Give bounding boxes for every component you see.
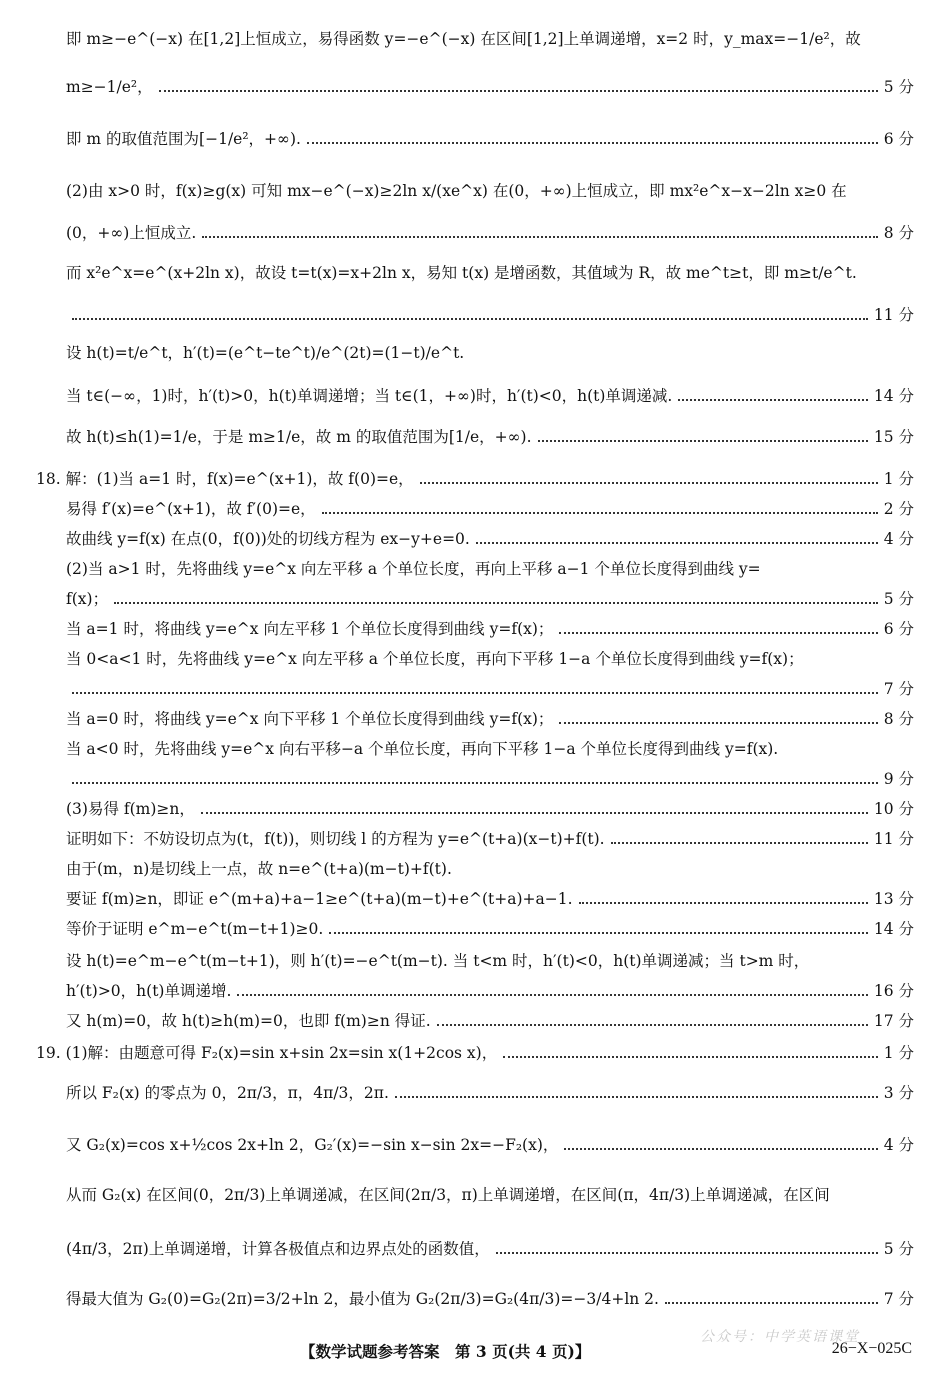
answer-line [66,385,914,407]
score-label: 5 分 [883,590,914,608]
line-text: 等价于证明 e^m−e^t(m−t+1)≥0. [66,920,324,938]
dot-leader [72,782,878,784]
answer-line [66,558,914,580]
dot-leader [503,1056,877,1058]
footer-title: 【数学试题参考答案 第 3 页(共 4 页)】 [300,1342,591,1361]
answer-line [36,1042,914,1064]
line-text: h′(t)>0，h(t)单调递增. [66,982,232,1000]
score-label: 6 分 [883,620,914,638]
line-text: 易得 f′(x)=e^(x+1)，故 f′(0)=e， [66,500,316,518]
dot-leader [72,318,868,320]
score-label: 4 分 [883,1136,914,1154]
score-label: 8 分 [883,710,914,728]
dot-leader [307,142,878,144]
dot-leader [559,722,877,724]
line-text: (2)由 x>0 时，f(x)≥g(x) 可知 mx−e^(−x)≥2ln x/(xe^x) 在(0，+∞)上恒成立，即 mx²e^x−x−2ln x≥0 在 [66,182,847,200]
dot-leader [559,632,877,634]
answer-line [66,1184,914,1206]
score-label: 6 分 [883,130,914,148]
dot-leader [72,692,878,694]
score-label: 5 分 [883,1240,914,1258]
score-label: 1 分 [883,470,914,488]
line-text: 即 m 的取值范围为[−1/e²，+∞). [66,130,301,148]
score-label: 9 分 [883,770,914,788]
score-label: 4 分 [883,530,914,548]
line-text: 要证 f(m)≥n，即证 e^(m+a)+a−1≥e^(t+a)(m−t)+e^(t+a)+a−1. [66,890,573,908]
answer-line [36,468,914,490]
line-text: 故 h(t)≤h(1)=1/e，于是 m≥1/e，故 m 的取值范围为[1/e，+∞). [66,428,532,446]
answer-line [66,708,914,730]
score-label: 7 分 [883,680,914,698]
dot-leader [237,994,867,996]
dot-leader [476,542,878,544]
score-label: 7 分 [883,1290,914,1308]
dot-leader [564,1148,877,1150]
watermark: 公众号：中学英语课堂 [700,1329,860,1345]
answer-line [66,498,914,520]
dot-leader [159,90,878,92]
line-text: 当 a<0 时，先将曲线 y=e^x 向右平移−a 个单位长度，再向下平移 1−a 个单位长度得到曲线 y=f(x). [66,740,779,758]
score-label: 11 分 [873,306,914,324]
dot-leader [611,842,868,844]
dot-leader [678,399,867,401]
line-text: (2)当 a>1 时，先将曲线 y=e^x 向左平移 a 个单位长度，再向上平移 a−1 个单位长度得到曲线 y= [66,560,761,578]
score-label: 11 分 [873,830,914,848]
answer-line [66,1134,914,1156]
score-label: 15 分 [873,428,914,446]
line-text: 19. (1)解：由题意可得 F₂(x)=sin x+sin 2x=sin x(1+2cos x)， [36,1044,498,1062]
score-label: 16 分 [873,982,914,1000]
score-label: 3 分 [883,1084,914,1102]
answer-line [66,128,914,150]
answer-line [66,828,914,850]
answer-line [66,426,914,448]
line-text: 证明如下：不妨设切点为(t，f(t))，则切线 l 的方程为 y=e^(t+a)(x−t)+f(t). [66,830,605,848]
score-label: 10 分 [873,800,914,818]
footer-code: 26−X−025C [831,1340,912,1357]
line-text: 得最大值为 G₂(0)=G₂(2π)=3/2+ln 2，最小值为 G₂(2π/3)=G₂(4π/3)=−3/4+ln 2. [66,1290,659,1308]
answer-line [66,888,914,910]
answer-line [66,678,914,700]
line-text: 所以 F₂(x) 的零点为 0，2π/3，π，4π/3，2π. [66,1084,389,1102]
score-label: 13 分 [873,890,914,908]
score-label: 8 分 [883,224,914,242]
line-text: f(x)； [66,590,109,608]
line-text: 设 h(t)=e^m−e^t(m−t+1)，则 h′(t)=−e^t(m−t). 当 t<m 时，h′(t)<0，h(t)单调递减；当 t>m 时， [66,952,810,970]
dot-leader [202,236,877,238]
line-text: 又 G₂(x)=cos x+½cos 2x+ln 2，G₂′(x)=−sin x−sin 2x=−F₂(x)， [66,1136,559,1154]
answer-line [66,28,914,50]
dot-leader [538,440,868,442]
score-label: 14 分 [873,387,914,405]
line-text: 由于(m，n)是切线上一点，故 n=e^(t+a)(m−t)+f(t). [66,860,452,878]
line-text: (3)易得 f(m)≥n， [66,800,195,818]
answer-line [66,858,914,880]
line-text: 而 x²e^x=e^(x+2ln x)，故设 t=t(x)=x+2ln x，易知 t(x) 是增函数，其值域为 R，故 me^t≥t，即 m≥t/e^t. [66,264,857,282]
answer-line [66,1288,914,1310]
line-text: m≥−1/e²， [66,78,153,96]
dot-leader [579,902,868,904]
line-text: 当 a=0 时，将曲线 y=e^x 向下平移 1 个单位长度得到曲线 y=f(x)； [66,710,554,728]
dot-leader [420,482,878,484]
score-label: 17 分 [873,1012,914,1030]
answer-line [66,980,914,1002]
answer-line [66,618,914,640]
line-text: (0，+∞)上恒成立. [66,224,197,242]
line-text: 故曲线 y=f(x) 在点(0，f(0))处的切线方程为 ex−y+e=0. [66,530,470,548]
answer-line [66,342,914,364]
answer-line [66,1238,914,1260]
line-text: 从而 G₂(x) 在区间(0，2π/3)上单调递减，在区间(2π/3，π)上单调递增，在区间(π，4π/3)上单调递减，在区间 [66,1186,830,1204]
line-text: 设 h(t)=t/e^t，h′(t)=(e^t−te^t)/e^(2t)=(1−t)/e^t. [66,344,465,362]
score-label: 14 分 [873,920,914,938]
answer-line [66,588,914,610]
answer-line [66,1082,914,1104]
answer-line [66,798,914,820]
dot-leader [665,1302,878,1304]
dot-leader [395,1096,878,1098]
line-text: 当 0<a<1 时，先将曲线 y=e^x 向左平移 a 个单位长度，再向下平移 1−a 个单位长度得到曲线 y=f(x)； [66,650,804,668]
answer-line [66,918,914,940]
answer-line [66,738,914,760]
dot-leader [496,1252,878,1254]
line-text: 即 m≥−e^(−x) 在[1,2]上恒成立，易得函数 y=−e^(−x) 在区间[1,2]上单调递增，x=2 时，y_max=−1/e²，故 [66,30,861,48]
dot-leader [329,932,868,934]
answer-line [66,304,914,326]
line-text: 18. 解：(1)当 a=1 时，f(x)=e^(x+1)，故 f(0)=e， [36,470,414,488]
dot-leader [201,812,868,814]
answer-line [66,222,914,244]
score-label: 5 分 [883,78,914,96]
answer-line [66,76,914,98]
answer-line [66,950,914,972]
dot-leader [114,602,878,604]
line-text: (4π/3，2π)上单调递增，计算各极值点和边界点处的函数值， [66,1240,490,1258]
answer-line [66,262,914,284]
answer-line [66,180,914,202]
answer-line [66,528,914,550]
dot-leader [322,512,878,514]
answer-line [66,768,914,790]
answer-line [66,648,914,670]
score-label: 2 分 [883,500,914,518]
dot-leader [437,1024,868,1026]
score-label: 1 分 [883,1044,914,1062]
line-text: 又 h(m)=0，故 h(t)≥h(m)=0，也即 f(m)≥n 得证. [66,1012,431,1030]
line-text: 当 a=1 时，将曲线 y=e^x 向左平移 1 个单位长度得到曲线 y=f(x)； [66,620,554,638]
line-text: 当 t∈(−∞，1)时，h′(t)>0，h(t)单调递增；当 t∈(1，+∞)时，h′(t)<0，h(t)单调递减. [66,387,673,405]
answer-line [66,1010,914,1032]
